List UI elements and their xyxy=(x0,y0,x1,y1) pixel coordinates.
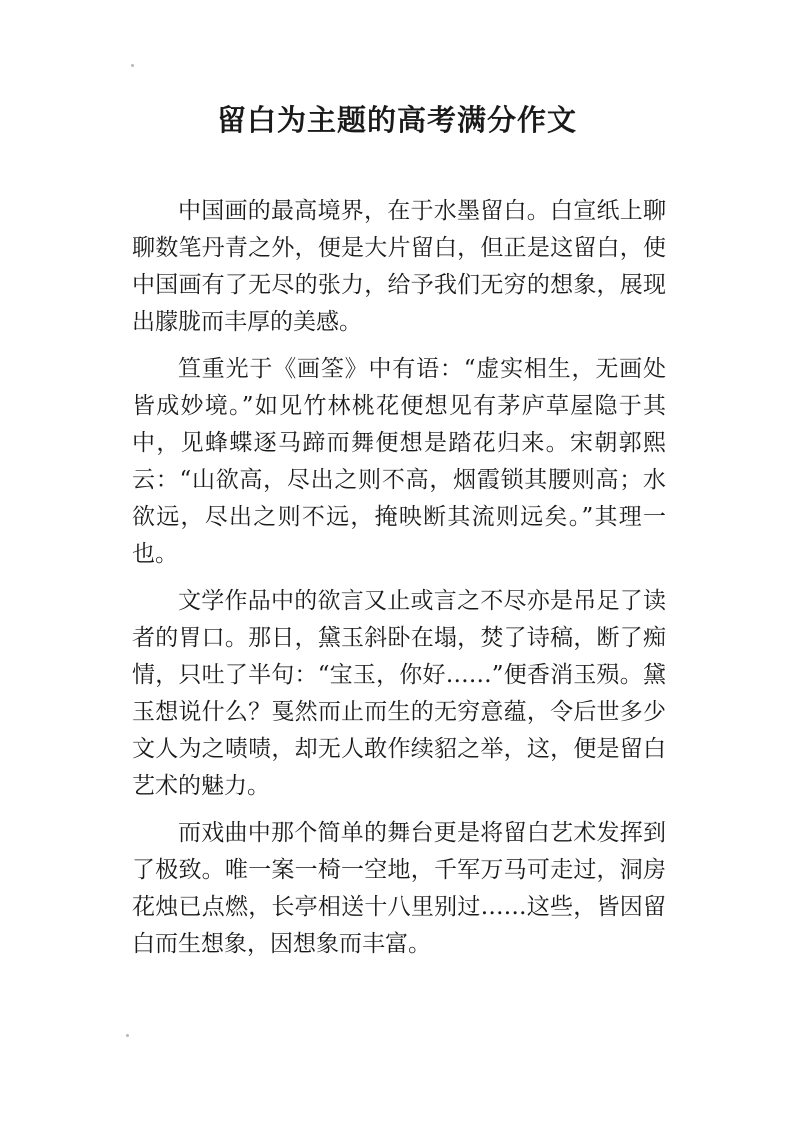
paragraph-3: 文学作品中的欲言又止或言之不尽亦是吊足了读者的胃口。那日，黛玉斜卧在塌，焚了诗稿，断了痴情，只吐了半句：“宝玉，你好……”便香消玉殒。黛玉想说什么？戛然而止而生的无穷意蕴，令后世多少文人为之啧啧，却无人敢作续貂之举，这，便是留白艺术的魅力。 xyxy=(132,588,666,799)
paragraph-4: 而戏曲中那个简单的舞台更是将留白艺术发挥到了极致。唯一案一椅一空地，千军万马可走过，洞房花烛已点燃，长亭相送十八里别过……这些，皆因留白而生想象，因想象而丰富。 xyxy=(132,820,666,957)
scan-mark xyxy=(126,1034,129,1037)
paragraph-1: 中国画的最高境界，在于水墨留白。白宣纸上聊聊数笔丹青之外，便是大片留白，但正是这留白，使中国画有了无尽的张力，给予我们无穷的想象，展现出朦胧而丰厚的美感。 xyxy=(132,198,666,335)
page-title: 留白为主题的高考满分作文 xyxy=(216,103,577,137)
paragraph-2: 笪重光于《画筌》中有语：“虚实相生，无画处皆成妙境。”如见竹林桃花便想见有茅庐草屋隐于其中，见蜂蝶逐马蹄而舞便想是踏花归来。宋朝郭熙云：“山欲高，尽出之则不高，烟霞锁其腰则高；水欲远，尽出之则不远，掩映断其流则远矣。”其理一也。 xyxy=(132,356,666,567)
scan-mark xyxy=(131,64,134,67)
essay-body xyxy=(132,193,666,973)
